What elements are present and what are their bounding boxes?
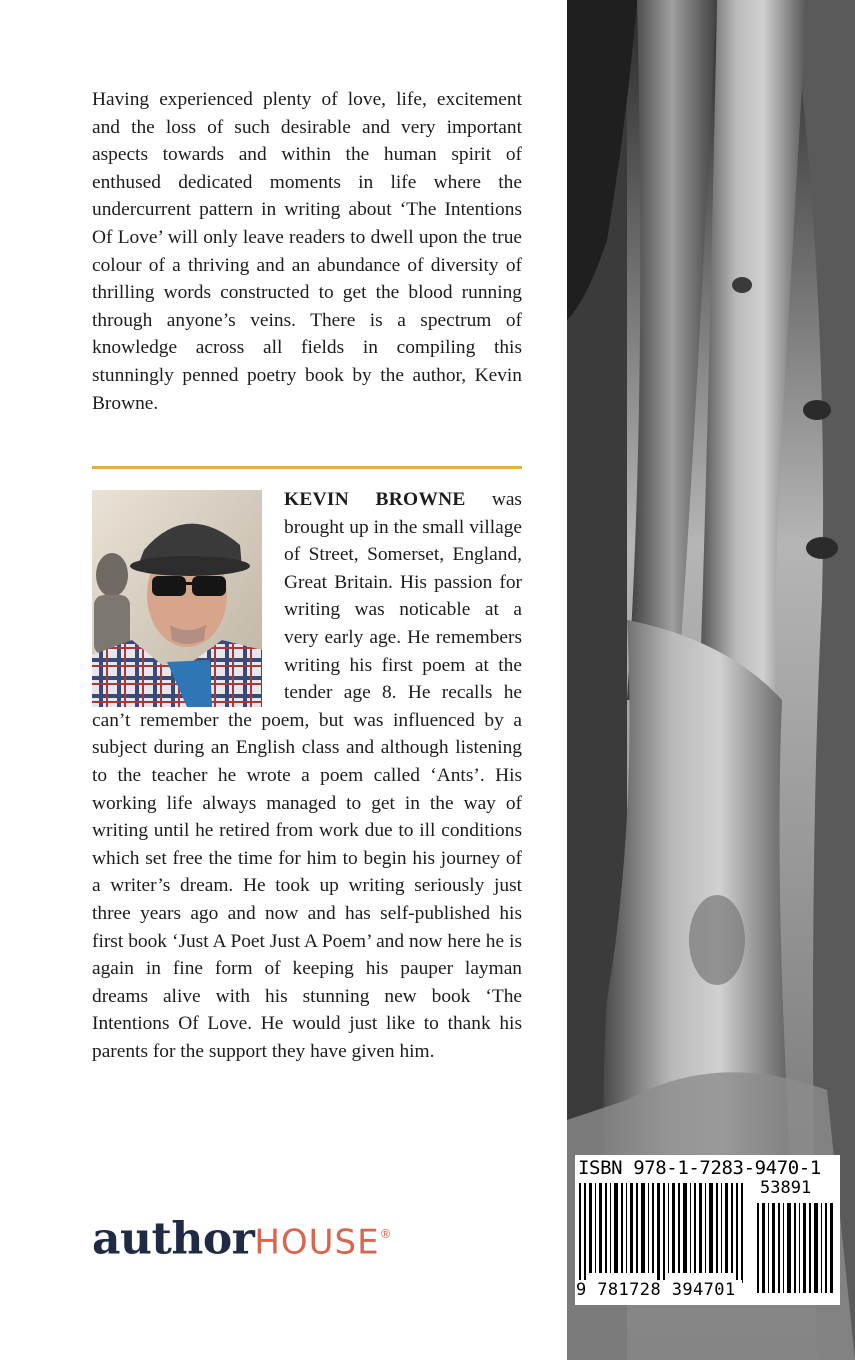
photo-space [92, 486, 262, 703]
gold-divider [92, 466, 522, 469]
author-bio [92, 486, 522, 1065]
author-name: KEVIN BROWNE [284, 489, 466, 510]
book-blurb: Having experienced plenty of love, life, excitement and the loss of such desirable and very important aspects towards and within the human spirit of enthused dedicated moments in life where the undercurrent pattern in writing about ‘The Intentions Of Love’ will only leave readers to dwell upon the true colour of a thriving and an abundance of diversity of thrilling words constructed to get the blood running through anyone’s veins. There is a spectrum of knowledge across all fields in compiling this stunningly penned poetry book by the author, Kevin Browne. [92, 89, 522, 414]
publisher-logo [92, 1206, 392, 1265]
isbn-number: ISBN 978-1-7283-9470-1 [578, 1157, 821, 1179]
price-code: 53891 [760, 1178, 812, 1198]
registered-mark: ® [379, 1227, 392, 1241]
logo-author-text: author [92, 1213, 255, 1265]
ean-digits: 9 781728 394701 [576, 1280, 742, 1300]
logo-house-text: HOUSE [254, 1222, 380, 1263]
author-bio-text: was brought up in the small village of Street, Somerset, England, Great Britain. His passion for writing was noticable at a very early age. He remembers writing his first poem at the tender age 8. He recalls he can’t remember the poem, but was influenced by a subject during an English class and although listening to the teacher he wrote a poem called ‘Ants’. His working life always managed to get in the way of writing until he retired from work due to ill conditions which set free the time for him to begin his journey of a writer’s dream. He took up writing seriously just three years ago and now and has self-published his first book ‘Just A Poet Just A Poem’ and now here he is again in fine form of keeping his pauper layman dreams alive with his stunning new book ‘The Intentions Of Love. He would just like to thank his parents for the support they have given him. [92, 489, 522, 1062]
